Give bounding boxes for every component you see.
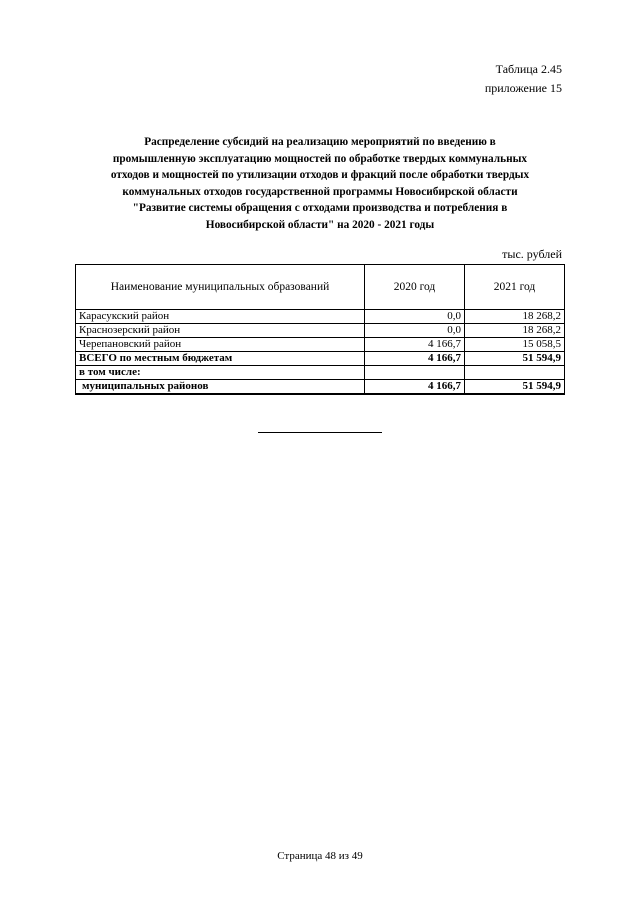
title-line: Новосибирской области" на 2020 - 2021 годы: [205, 218, 435, 231]
title-line: "Развитие системы обращения с отходами производства и потребления в: [132, 202, 508, 215]
row-value-2020: 4 166,7: [365, 352, 465, 366]
document-title: [80, 134, 560, 234]
subtotal-row: [76, 380, 565, 395]
total-row: [76, 352, 565, 366]
row-value-2020: 0,0: [365, 324, 465, 338]
appendix-label: приложение 15: [484, 81, 562, 95]
row-value-2020: 4 166,7: [365, 338, 465, 352]
table-number: Таблица 2.45: [495, 62, 562, 76]
row-name: Черепановский район: [76, 338, 365, 352]
row-value-2021: 51 594,9: [465, 380, 565, 395]
table-row: [76, 324, 565, 338]
row-value-2020: 0,0: [365, 310, 465, 324]
title-line: отходов и мощностей по утилизации отходов и фракций после обработки твердых: [110, 169, 530, 182]
units-label: тыс. рублей: [502, 247, 562, 261]
divider-line: [258, 432, 382, 433]
row-value-2021: 51 594,9: [465, 352, 565, 366]
page-number: Страница 48 из 49: [277, 850, 363, 862]
table-row: [76, 338, 565, 352]
row-value-2021: 15 058,5: [465, 338, 565, 352]
title-line: коммунальных отходов государственной программы Новосибирской области: [122, 185, 518, 198]
table-header-row: [76, 265, 565, 310]
row-name: в том числе:: [76, 366, 365, 380]
row-value-2021: [465, 366, 565, 380]
row-value-2021: 18 268,2: [465, 324, 565, 338]
row-value-2020: [365, 366, 465, 380]
row-name: Карасукский район: [76, 310, 365, 324]
header-2020: 2020 год: [365, 265, 465, 310]
row-name: ВСЕГО по местным бюджетам: [76, 352, 365, 366]
header-2021: 2021 год: [465, 265, 565, 310]
row-name: муниципальных районов: [76, 380, 365, 395]
title-line: Распределение субсидий на реализацию мероприятий по введению в: [144, 136, 496, 148]
table-row: [76, 310, 565, 324]
row-name: Краснозерский район: [76, 324, 365, 338]
table-row: [76, 366, 565, 380]
subsidy-table: [75, 264, 565, 395]
row-value-2021: 18 268,2: [465, 310, 565, 324]
header-municipality: Наименование муниципальных образований: [76, 265, 365, 310]
title-line: промышленную эксплуатацию мощностей по обработке твердых коммунальных: [112, 152, 528, 165]
row-value-2020: 4 166,7: [365, 380, 465, 395]
